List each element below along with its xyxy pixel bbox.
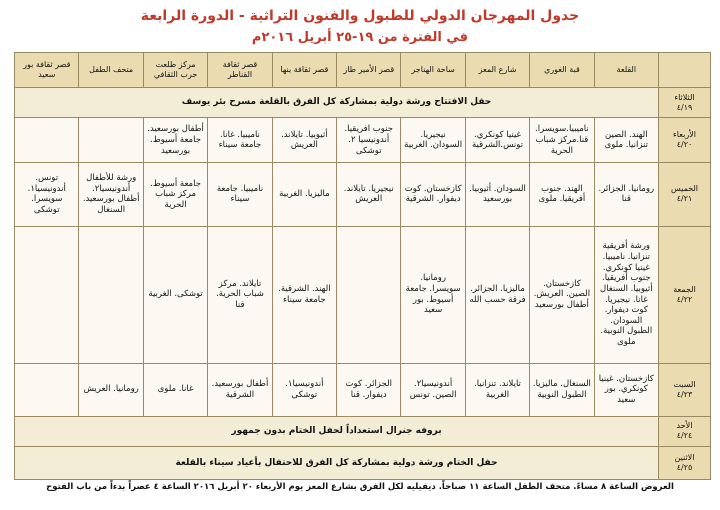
schedule-cell — [337, 226, 401, 363]
row-thursday — [15, 163, 711, 226]
schedule-cell: تايلاند. تنزانيا. الغربية — [465, 363, 529, 416]
schedule-cell: كازخستان. غينيا كونكري. بور سعيد — [594, 363, 658, 416]
day-date: ٤/٢٣ — [676, 389, 693, 399]
schedule-cell: السنغال. ماليزيا. الطبول النوبية — [530, 363, 594, 416]
day-name: الأحد — [676, 421, 693, 431]
day-cell — [659, 163, 711, 226]
schedule-cell: أندونيسيا١. توشكى — [272, 363, 336, 416]
day-cell — [659, 87, 711, 118]
col-header: قبة الغوري — [530, 53, 594, 88]
schedule-cell: تونس. أندونيسيا١. سويسرا. توشكى — [15, 163, 79, 226]
schedule-cell: جامعة أسيوط. مركز شباب الحرية — [143, 163, 207, 226]
schedule-cell: أطفال بورسعيد. الشرقية — [208, 363, 272, 416]
schedule-cell — [79, 118, 143, 163]
day-cell — [659, 118, 711, 163]
schedule-cell: غانا. ملوى — [143, 363, 207, 416]
day-cell — [659, 416, 711, 447]
day-date: ٤/٢٠ — [676, 140, 693, 150]
schedule-cell: الهند. جنوب أفريقيا. ملوى — [530, 163, 594, 226]
day-date: ٤/١٩ — [676, 102, 693, 112]
day-name: السبت — [673, 379, 696, 389]
day-date: ٤/٢٤ — [676, 431, 693, 441]
day-cell — [659, 447, 711, 480]
schedule-cell: نيجيريا. السودان. الغربية — [401, 118, 465, 163]
schedule-cell: السودان. أثيوبيا. بورسعيد — [465, 163, 529, 226]
col-header: ساحة الهناجر — [401, 53, 465, 88]
schedule-cell: ورشة للأطفال أندونيسيا٢. أطفال بورسعيد. السنغال — [79, 163, 143, 226]
day-cell — [659, 363, 711, 416]
row-tuesday — [15, 87, 711, 118]
schedule-cell — [15, 118, 79, 163]
footer-note: العروض الساعة ٨ مساءً. متحف الطفل الساعة ١١ صباحاً. ديفيليه لكل الفرق بشارع المعز يوم الأربعاء ٢٠ أبريل ٢٠١٦ الساعة ٤ عصراً بدءاً من باب الفتوح — [46, 482, 674, 492]
row-wednesday — [15, 118, 711, 163]
day-date: ٤/٢١ — [676, 194, 693, 204]
schedule-cell: ورشة أفريقية تنزانيا. ناميبيا. غينيا كونكري. جنوب أفريقيا. أثيوبيا. السنغال غانا. نيجيريا. كوت ديفوار. السودان. الطبول النوبية. ملوى — [594, 226, 658, 363]
schedule-cell: ماليزيا. الجزائر. فرقة حسب الله — [465, 226, 529, 363]
row-monday — [15, 447, 711, 480]
schedule-cell — [15, 363, 79, 416]
schedule-cell: جنوب افريقيا. أندونيسيا ٢. توشكى — [337, 118, 401, 163]
schedule-cell: تايلاند. مركز شباب الحرية. قنا — [208, 226, 272, 363]
page-title: جدول المهرجان الدولي للطبول والفنون التراثية - الدورة الرابعة — [140, 8, 580, 24]
schedule-cell: ماليزيا. الغربية — [272, 163, 336, 226]
col-header: متحف الطفل — [79, 53, 143, 88]
schedule-cell — [15, 226, 79, 363]
schedule-table — [14, 52, 711, 480]
col-header: قصر الأمير طاز — [337, 53, 401, 88]
row-sunday — [15, 416, 711, 447]
schedule-cell: ناميبيا. جامعة سيناء — [208, 163, 272, 226]
col-header: قصر ثقافة بنها — [272, 53, 336, 88]
rehearsal-band: بروفه جنرال استعداداً لحفل الختام بدون جمهور — [15, 416, 659, 447]
schedule-cell: أثيوبيا. تايلاند. العريش — [272, 118, 336, 163]
col-header: القلعة — [594, 53, 658, 88]
col-header: مركز طلعت حرب الثقافي — [143, 53, 207, 88]
col-header: قصر ثقافة القناطر — [208, 53, 272, 88]
day-date: ٤/٢٥ — [676, 463, 693, 473]
col-header: شارع المعز — [465, 53, 529, 88]
schedule-cell: توشكى. الغربية — [143, 226, 207, 363]
schedule-cell: كازخستان. الصين. العريش. أطفال بورسعيد — [530, 226, 594, 363]
day-cell — [659, 226, 711, 363]
corner-cell — [659, 53, 711, 88]
schedule-cell: رومانيا. سويسرا. جامعة أسيوط. بور سعيد — [401, 226, 465, 363]
schedule-cell: الهند. الصين تنزانيا. ملوى — [594, 118, 658, 163]
schedule-cell: أطفال بورسعيد. جامعة أسيوط. بورسعيد — [143, 118, 207, 163]
row-friday — [15, 226, 711, 363]
row-saturday — [15, 363, 711, 416]
schedule-cell: ناميبيا. غانا. جامعة سيناء — [208, 118, 272, 163]
schedule-cell: رومانيا. العريش — [79, 363, 143, 416]
day-name: الخميس — [670, 184, 699, 194]
schedule-cell: غينيا كونكري. تونس.الشرقية — [465, 118, 529, 163]
page-subtitle: في الفترة من ١٩-٢٥ أبريل ٢٠١٦م — [251, 30, 469, 45]
schedule-cell: ناميبيا.سويسرا. قنا.مركز شباب الحرية — [530, 118, 594, 163]
header-row — [15, 53, 711, 88]
schedule-cell: رومانيا. الجزائر. قنا — [594, 163, 658, 226]
day-date: ٤/٢٢ — [676, 294, 693, 304]
schedule-cell: نيجيريا. تايلاند. العريش — [337, 163, 401, 226]
day-name: الجمعة — [673, 284, 696, 294]
col-header: قصر ثقافة بور سعيد — [15, 53, 79, 88]
schedule-cell: كازخستان. كوت ديفوار. الشرقية — [401, 163, 465, 226]
day-name: الاثنين — [674, 453, 695, 463]
schedule-cell: الهند. الشرقية. جامعة سيناء — [272, 226, 336, 363]
schedule-cell: الجزائر. كوت ديفوار. قنا — [337, 363, 401, 416]
day-name: الأربعاء — [673, 130, 696, 140]
schedule-cell: أندونيسيا٢. الصين. تونس — [401, 363, 465, 416]
closing-band: حفل الختام ورشة دولية بمشاركة كل الفرق للاحتفال بأعياد سيناء بالقلعة — [15, 447, 659, 480]
opening-band: حفل الافتتاح ورشة دولية بمشاركة كل الفرق بالقلعة مسرح بئر يوسف — [15, 87, 659, 118]
schedule-cell — [79, 226, 143, 363]
day-name: الثلاثاء — [674, 92, 695, 102]
